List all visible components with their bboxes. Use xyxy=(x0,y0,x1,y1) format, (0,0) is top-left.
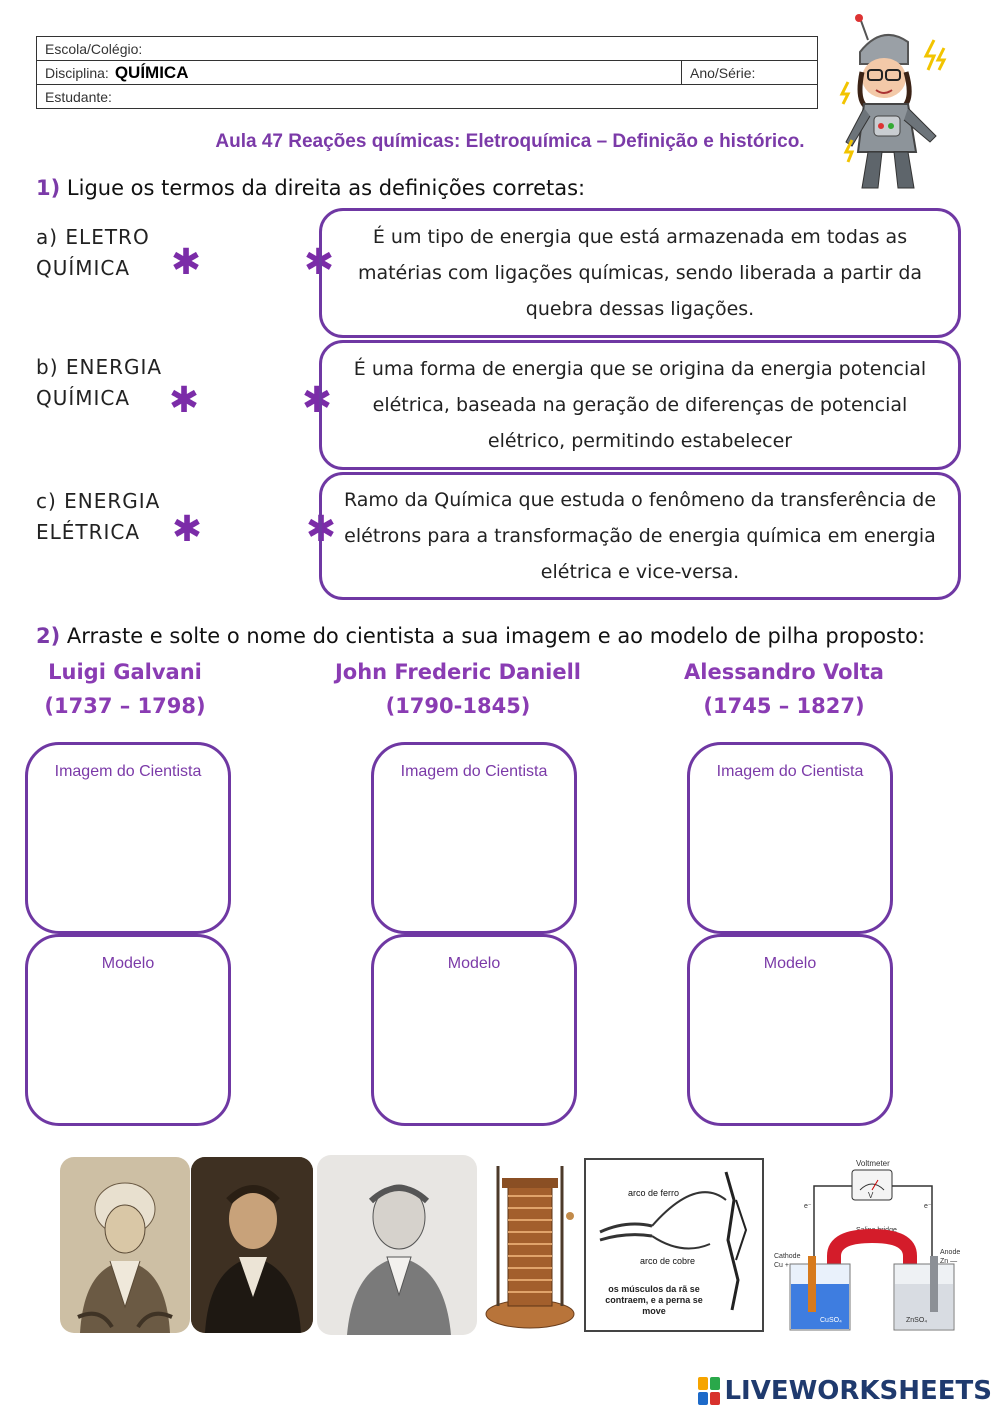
bridge-label: Saline bridge xyxy=(856,1227,897,1234)
lesson-title: Aula 47 Reações químicas: Eletroquímica – Definição e histórico. xyxy=(215,131,805,152)
frog-caption: os músculos da rã se contraem, e a perna se move xyxy=(605,1284,703,1316)
term-a-line1: a) ELETRO xyxy=(36,225,150,249)
scientist-volta-name: Alessandro Volta xyxy=(684,660,884,684)
year-label: Ano/Série: xyxy=(690,65,756,81)
portrait-draggable-2[interactable] xyxy=(191,1157,313,1333)
definition-3-connector[interactable]: ✱ xyxy=(305,509,337,550)
liveworksheets-brand xyxy=(698,1376,992,1406)
scientist-daniell-name: John Frederic Daniell xyxy=(334,660,582,684)
definition-2: É uma forma de energia que se origina da energia potencial elétrica, baseada na geração de diferenças de potencial elétrico, permitindo estabelecer xyxy=(319,340,961,470)
term-a-connector[interactable]: ✱ xyxy=(170,242,202,283)
drop-box-image-1[interactable]: Imagem do Cientista xyxy=(25,742,231,934)
scientist-volta-dates: (1745 – 1827) xyxy=(703,694,865,718)
scientist-galvani-name: Luigi Galvani xyxy=(48,660,202,684)
drop-box-image-2[interactable]: Imagem do Cientista xyxy=(371,742,577,934)
drop-box-image-3[interactable]: Imagem do Cientista xyxy=(687,742,893,934)
discipline-label: Disciplina: xyxy=(45,65,109,81)
drop-box-model-2[interactable]: Modelo xyxy=(371,934,577,1126)
term-b-line1: b) ENERGIA xyxy=(36,355,163,379)
cathode-label: Cathode xyxy=(774,1253,801,1260)
right-solution: ZnSO₄ xyxy=(906,1317,928,1324)
term-b xyxy=(36,352,162,414)
voltaic-pile-icon xyxy=(482,1156,580,1336)
student-row xyxy=(37,85,817,109)
school-label: Escola/Colégio: xyxy=(45,41,143,57)
robot-mascot-illustration xyxy=(838,12,960,200)
question-2-number: 2) xyxy=(36,624,61,648)
electron-right: e⁻ xyxy=(924,1203,932,1210)
definition-2-connector[interactable]: ✱ xyxy=(301,380,333,421)
scientist-daniell[interactable] xyxy=(300,655,616,723)
galvani-frog-draggable[interactable] xyxy=(584,1158,764,1332)
portrait-painting-icon xyxy=(191,1157,313,1333)
portrait-draggable-3[interactable] xyxy=(317,1155,477,1335)
volta-pile-draggable[interactable] xyxy=(482,1156,580,1336)
label-copper-arc: arco de cobre xyxy=(640,1256,696,1266)
drop-box-model-3[interactable]: Modelo xyxy=(687,934,893,1126)
definition-1-connector[interactable]: ✱ xyxy=(303,242,335,283)
discipline-cell xyxy=(37,61,682,84)
cathode-metal: Cu + xyxy=(774,1262,789,1269)
question-2-text: Arraste e solte o nome do cientista a sua imagem e ao modelo de pilha proposto: xyxy=(66,624,926,648)
student-label: Estudante: xyxy=(45,89,112,105)
voltmeter-label: Voltmeter xyxy=(856,1159,890,1168)
question-1-text: Ligue os termos da direita as definições corretas: xyxy=(66,176,586,200)
daniell-cell-draggable[interactable] xyxy=(772,1156,962,1336)
header-table xyxy=(36,36,818,109)
school-row xyxy=(37,37,817,61)
discipline-row xyxy=(37,61,817,85)
label-iron-arc: arco de ferro xyxy=(628,1188,680,1198)
portrait-engraving-icon xyxy=(60,1157,190,1333)
question-1-number: 1) xyxy=(36,176,61,200)
electron-left: e⁻ xyxy=(804,1203,812,1210)
liveworksheets-logo-icon xyxy=(698,1377,720,1405)
term-a xyxy=(36,222,150,284)
term-c-line2: ELÉTRICA xyxy=(36,520,141,544)
left-solution: CuSO₄ xyxy=(820,1317,842,1324)
scientist-daniell-dates: (1790-1845) xyxy=(385,694,531,718)
discipline-value: QUÍMICA xyxy=(114,63,189,82)
term-a-line2: QUÍMICA xyxy=(36,256,131,280)
term-b-line2: QUÍMICA xyxy=(36,386,131,410)
anode-label: Anode xyxy=(940,1249,961,1256)
voltmeter-v: V xyxy=(868,1191,874,1200)
question-1 xyxy=(36,176,585,200)
portrait-draggable-1[interactable] xyxy=(60,1157,190,1333)
anode-metal: Zn — xyxy=(940,1258,958,1265)
term-c xyxy=(36,486,160,548)
term-c-connector[interactable]: ✱ xyxy=(171,509,203,550)
scientist-galvani[interactable] xyxy=(10,655,240,723)
definition-3: Ramo da Química que estuda o fenômeno da transferência de elétrons para a transformação de energia química em energia elétrica e vice-versa. xyxy=(319,472,961,600)
term-b-connector[interactable]: ✱ xyxy=(168,380,200,421)
term-c-line1: c) ENERGIA xyxy=(36,489,161,513)
scientist-volta[interactable] xyxy=(664,655,904,723)
daniell-cell-icon xyxy=(772,1156,962,1336)
scientist-galvani-dates: (1737 – 1798) xyxy=(44,694,206,718)
drop-box-model-1[interactable]: Modelo xyxy=(25,934,231,1126)
question-2 xyxy=(36,624,925,648)
brand-name: LIVEWORKSHEETS xyxy=(724,1376,992,1406)
portrait-sketch-icon xyxy=(317,1155,477,1335)
definition-1: É um tipo de energia que está armazenada em todas as matérias com ligações químicas, sendo liberada a partir da quebra dessas ligações. xyxy=(319,208,961,338)
